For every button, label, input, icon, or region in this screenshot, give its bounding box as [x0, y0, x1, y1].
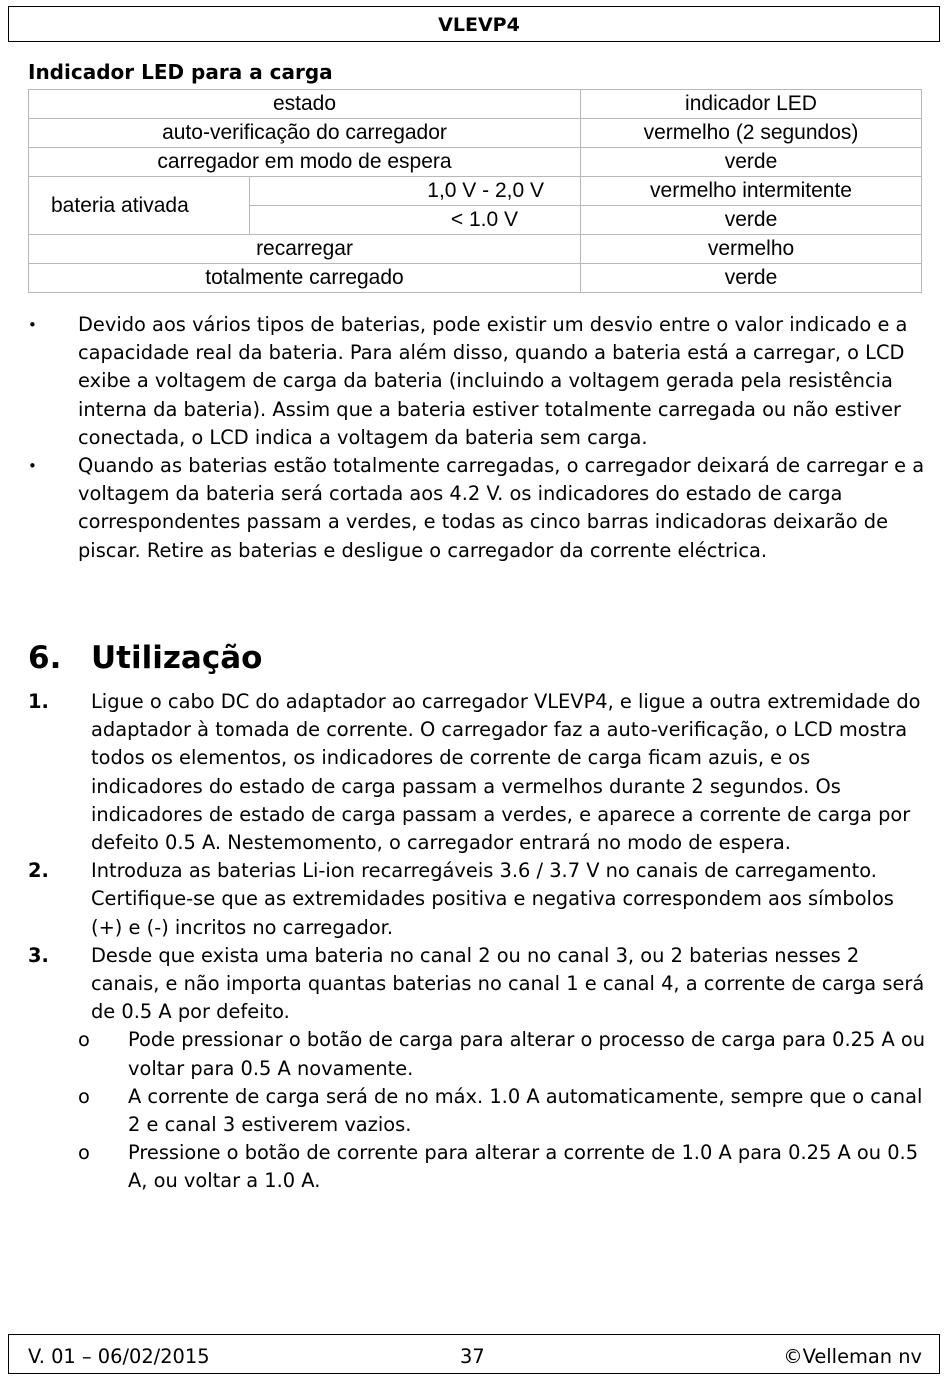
- table-row: [29, 264, 922, 293]
- chapter-number: 6.: [28, 640, 62, 676]
- list-item: [28, 452, 928, 565]
- step-text: Desde que exista uma bateria no canal 2 ou no canal 3, ou 2 baterias nesses 2 canais, e não importa quantas baterias no canal 1 e canal 4, a corrente de carga será de 0.5 A por defeito.: [91, 943, 925, 1024]
- footer-version: V. 01 – 06/02/2015: [28, 1345, 210, 1368]
- step-item: [28, 688, 928, 857]
- cell-state: totalmente carregado: [29, 264, 581, 293]
- footer-page-number: 37: [460, 1345, 485, 1368]
- header-cell-state: estado: [29, 90, 581, 119]
- sub-list: [78, 1026, 928, 1195]
- cell-battery-active: bateria ativada: [29, 177, 250, 235]
- sub-item: [78, 1083, 928, 1139]
- sub-item-text: A corrente de carga será de no máx. 1.0 A automaticamente, sempre que o canal 2 e canal 3 estiverem vazios.: [128, 1084, 923, 1137]
- cell-led: vermelho (2 segundos): [581, 119, 922, 148]
- steps-list: [28, 688, 928, 1196]
- circle-bullet-icon: o: [78, 1141, 90, 1165]
- list-item-text: Devido aos vários tipos de baterias, pode existir um desvio entre o valor indicado e a capacidade real da bateria. Para além disso, quando a bateria está a carregar, o LCD exibe a voltagem de carga da bateria (incluindo a voltagem gerada pela resistência interna da bateria). Assim que a bateria estiver totalmente carregada ou não estiver conectada, o LCD indica a voltagem da bateria sem carga.: [78, 313, 908, 449]
- circle-bullet-icon: o: [78, 1028, 90, 1052]
- chapter-heading: [28, 640, 262, 676]
- chapter-title: Utilização: [91, 640, 263, 676]
- bullet-icon: •: [28, 457, 37, 476]
- sub-item: [78, 1026, 928, 1082]
- step-text: Ligue o cabo DC do adaptador ao carregador VLEVP4, e ligue a outra extremidade do adaptador à tomada de corrente. O carregador faz a auto-verificação, o LCD mostra todos os elementos, os indicadores de corrente de carga ficam azuis, e os indicadores do estado de carga passam a vermelhos durante 2 segundos. Os indicadores de estado de carga passam a verdes, e aparece a corrente de carga por defeito 0.5 A. Nestemomento, o carregador entrará no modo de espera.: [91, 690, 921, 855]
- circle-bullet-icon: o: [78, 1084, 90, 1108]
- cell-state: auto-verificação do carregador: [29, 119, 581, 148]
- cell-state: carregador em modo de espera: [29, 148, 581, 177]
- cell-range: < 1.0 V: [250, 206, 581, 235]
- notes-list: [28, 311, 928, 565]
- header-cell-led: indicador LED: [581, 90, 922, 119]
- section-title: Indicador LED para a carga: [28, 60, 333, 84]
- cell-range: 1,0 V - 2,0 V: [250, 177, 581, 206]
- sub-item-text: Pressione o botão de corrente para alterar a corrente de 1.0 A para 0.25 A ou 0.5 A, ou voltar a 1.0 A.: [128, 1141, 919, 1193]
- step-text: Introduza as baterias Li-ion recarregáveis 3.6 / 3.7 V no canais de carregamento. Certifique-se que as extremidades positiva e negativa correspondem aos símbolos (+) e (-) incritos no carregador.: [91, 859, 894, 939]
- footer-copyright: ©Velleman nv: [783, 1345, 922, 1368]
- document-model-title: VLEVP4: [438, 14, 520, 36]
- cell-led: verde: [581, 206, 922, 235]
- table-row: [29, 148, 922, 177]
- list-item: [28, 311, 928, 452]
- sub-item-text: Pode pressionar o botão de carga para alterar o processo de carga para 0.25 A ou voltar para 0.5 A novamente.: [128, 1028, 926, 1080]
- cell-state: recarregar: [29, 235, 581, 264]
- led-indicator-table: [28, 89, 922, 293]
- table-row: [29, 235, 922, 264]
- cell-led: verde: [581, 148, 922, 177]
- cell-led: vermelho: [581, 235, 922, 264]
- table-header-row: [29, 90, 922, 119]
- bullet-icon: •: [28, 316, 37, 334]
- sub-item: [78, 1139, 928, 1195]
- table-row: [29, 119, 922, 148]
- cell-led: verde: [581, 264, 922, 293]
- cell-led: vermelho intermitente: [581, 177, 922, 206]
- step-number: 1.: [28, 690, 49, 713]
- list-item-text: Quando as baterias estão totalmente carregadas, o carregador deixará de carregar e a voltagem da bateria será cortada aos 4.2 V. os indicadores do estado de carga correspondentes passam a verdes, e todas as cinco barras indicadoras deixarão de piscar. Retire as baterias e desligue o carregador da corrente eléctrica.: [78, 454, 925, 562]
- table-row: [29, 177, 922, 206]
- step-number: 2.: [28, 859, 49, 883]
- step-item: [28, 942, 928, 1196]
- step-item: [28, 857, 928, 942]
- step-number: 3.: [28, 943, 49, 967]
